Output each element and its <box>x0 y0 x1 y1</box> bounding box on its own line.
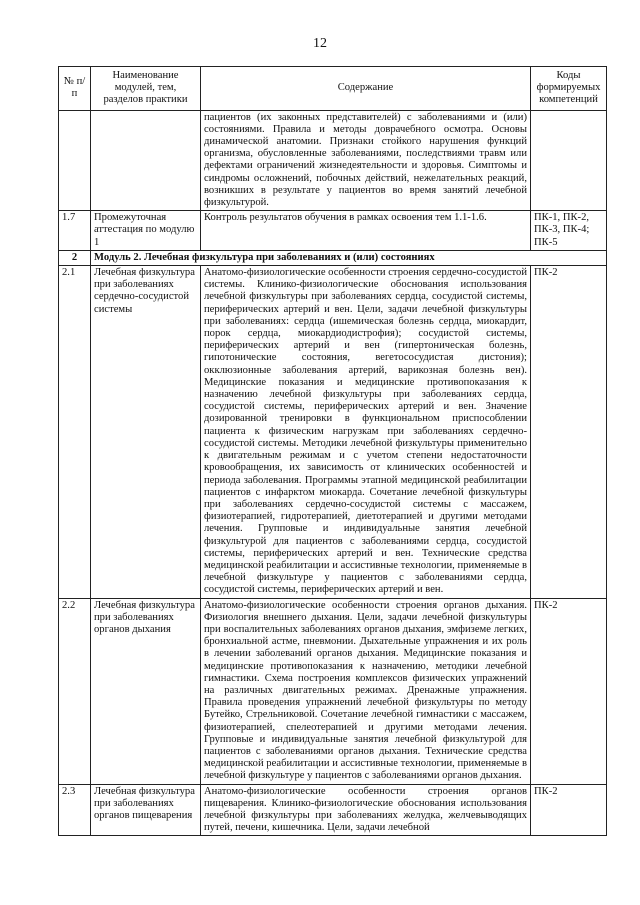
row-codes: ПК-1, ПК-2, ПК-3, ПК-4; ПК-5 <box>531 211 607 251</box>
row-num: 2.2 <box>59 598 91 784</box>
module-num: 2 <box>59 250 91 265</box>
row-num <box>59 110 91 211</box>
row-content: Анатомо-физиологические особенности строения сердечно-сосудистой системы. Клинико-физиологические обоснования использования лечебной физкультуры при заболеваниях сердца, сосудистой системы, периферических артерий и вен. Цели, задачи лечебной физкультуры при заболеваниях: сердца (ишемическая болезнь сердца, миокардит, порок сердца, миокардиодистрофия); сосудистой системы, периферических артерий и вен (гипертоническая болезнь, гипотонические состояния, вегетососудистая дистония); окклюзионные заболевания артерий, варикозная болезнь вен). Медицинские показания и медицинские противопоказания к назначению лечебной физкультуры при заболеваниях сердца, сосудистой системы, периферических артерий и вен. Значение дозированной тренировки в функциональном приспособлении пациента к физическим нагрузкам при заболеваниях сердечно-сосудистой системы. Методики лечебной физкультуры применительно к двигательным режимам и с учетом степени недостаточности кровообращения, их зависимость от клинических особенностей и периода заболевания. Программы этапной медицинской реабилитации пациентов с инфарктом миокарда. Сочетание лечебной физкультуры при заболеваниях сердечно-сосудистой системы с массажем, физиотерапией, гидротерапией, диетотерапией и другими методами лечения. Групповые и индивидуальные занятия лечебной физкультурой для пациентов с заболеваниями сердца, сосудистой системы, периферических артерий и вен. Технические средства медицинской реабилитации и ассистивные технологии, применяемые в лечебной физкультуре у пациентов с заболеваниями сердца, сосудистой системы, периферических артерий и вен. <box>201 266 531 598</box>
table-row <box>59 784 607 836</box>
module-title: Модуль 2. Лечебная физкультура при заболеваниях и (или) состояниях <box>91 250 607 265</box>
row-codes <box>531 110 607 211</box>
program-table <box>58 66 607 836</box>
header-num: № п/п <box>59 67 91 111</box>
row-name: Промежуточная аттестация по модулю 1 <box>91 211 201 251</box>
row-name: Лечебная физкультура при заболеваниях органов дыхания <box>91 598 201 784</box>
header-content: Содержание <box>201 67 531 111</box>
table-row <box>59 211 607 251</box>
table-row <box>59 110 607 211</box>
row-codes: ПК-2 <box>531 266 607 598</box>
row-content: Анатомо-физиологические особенности строения органов дыхания. Физиология внешнего дыхания. Цели, задачи лечебной физкультуры при воспалительных заболеваниях органов дыхания, эмфиземе легких, бронхиальной астме, пневмонии. Дыхательные упражнения и их роль в лечении заболеваний органов дыхания. Медицинские показания и медицинские противопоказания к назначению, методики лечебной гимнастики. Схема построения комплексов физических упражнений на различных двигательных режимах. Дренажные упражнения. Правила проведения упражнений лечебной физкультуры по методу Бутейко, Стрельниковой. Сочетание лечебной гимнастики с массажем, физиотерапией, спелеотерапией и другими методами лечения. Групповые и индивидуальные занятия лечебной физкультурой для пациентов с заболеваниями органов дыхания. Технические средства медицинской реабилитации и ассистивные технологии, применяемые в лечебной физкультуре у пациентов с заболеваниями органов дыхания. <box>201 598 531 784</box>
row-content: Контроль результатов обучения в рамках освоения тем 1.1-1.6. <box>201 211 531 251</box>
header-codes: Коды формируемых компетенций <box>531 67 607 111</box>
header-name: Наименование модулей, тем, разделов практики <box>91 67 201 111</box>
row-name: Лечебная физкультура при заболеваниях органов пищеварения <box>91 784 201 836</box>
table-header-row <box>59 67 607 111</box>
row-codes: ПК-2 <box>531 784 607 836</box>
row-content: пациентов (их законных представителей) с заболеваниями и (или) состояниями. Правила и методы доврачебного осмотра. Основы динамической анатомии. Признаки стойкого нарушения функций организма, обусловленные заболеваниями, последствиями травм или дефектами ограничений жизнедеятельности и здоровья. Симптомы и синдромы осложнений, побочных действий, нежелательных реакций, возникших в результате у пациентов во время занятий лечебной физкультурой. <box>201 110 531 211</box>
row-content: Анатомо-физиологические особенности строения органов пищеварения. Клинико-физиологические обоснования использования лечебной физкультуры при заболеваниях желудка, желчевыводящих путей, печени, кишечника. Цели, задачи лечебной <box>201 784 531 836</box>
row-num: 2.3 <box>59 784 91 836</box>
row-num: 2.1 <box>59 266 91 598</box>
row-name: Лечебная физкультура при заболеваниях сердечно-сосудистой системы <box>91 266 201 598</box>
row-name <box>91 110 201 211</box>
table-row <box>59 598 607 784</box>
page-number: 12 <box>313 36 327 51</box>
row-num: 1.7 <box>59 211 91 251</box>
table-row <box>59 266 607 598</box>
module-heading-row <box>59 250 607 265</box>
row-codes: ПК-2 <box>531 598 607 784</box>
